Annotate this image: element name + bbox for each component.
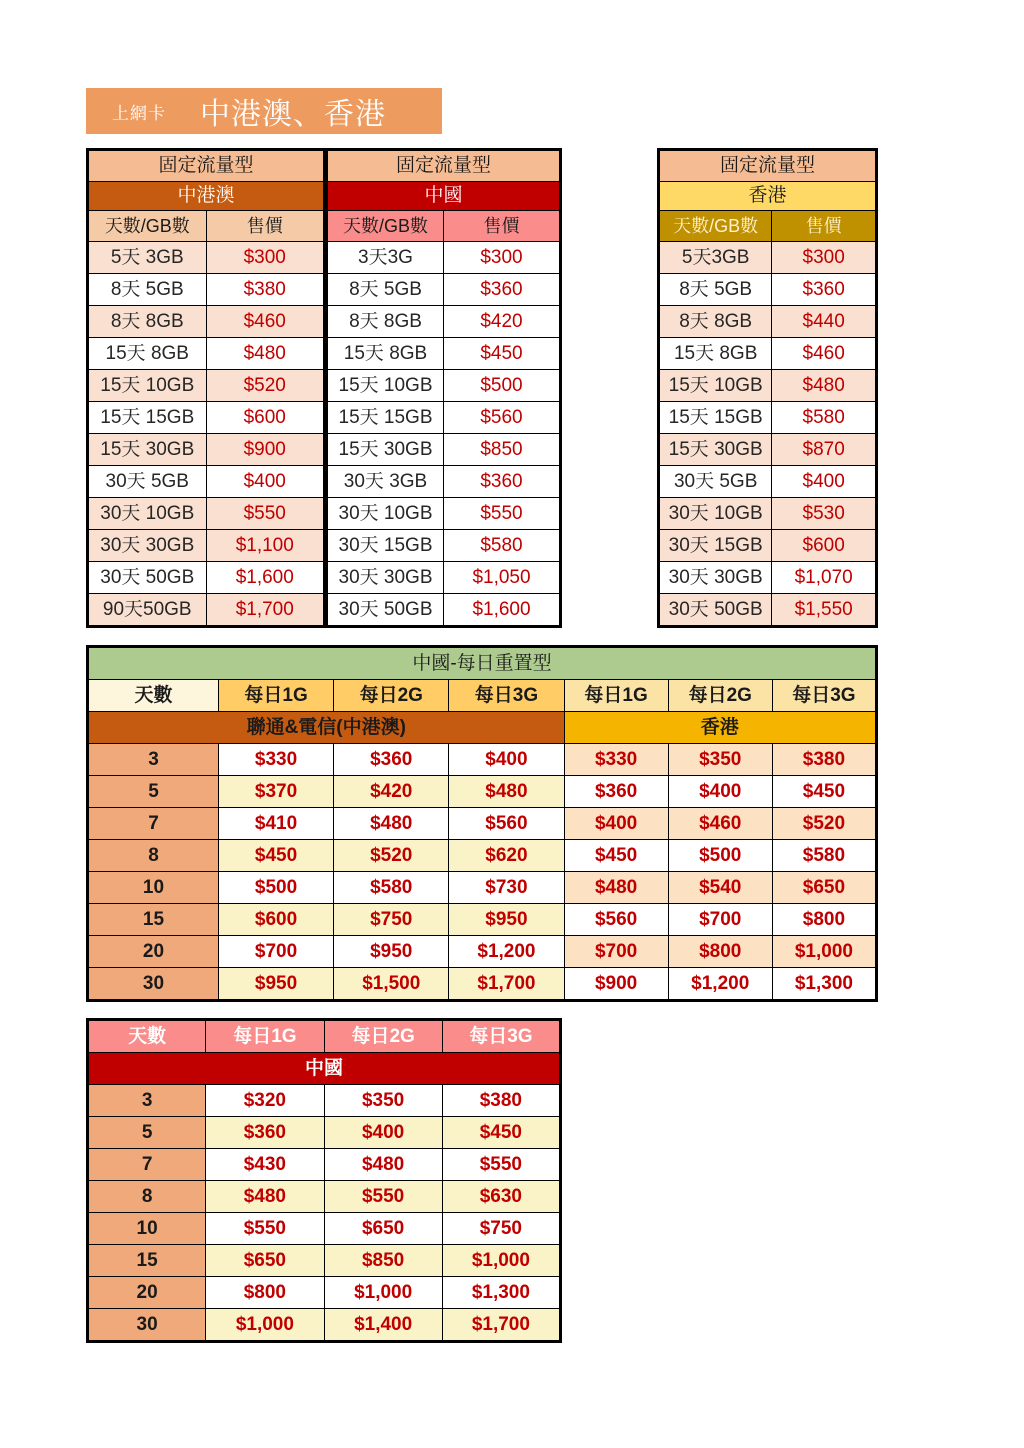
table-row [88, 338, 325, 370]
cell-price: $800 [206, 1277, 324, 1309]
cell-days: 30天 15GB [327, 530, 444, 562]
cell-price: $330 [218, 744, 333, 776]
table-row [88, 968, 877, 1001]
cell-price: $550 [206, 1213, 324, 1245]
table-row [88, 466, 325, 498]
table-row [88, 744, 877, 776]
cell-price: $300 [772, 242, 877, 274]
region-band-cgm: 中港澳 [88, 182, 325, 211]
col-header-2g: 每日2G [324, 1020, 442, 1053]
cell-days: 15天 8GB [327, 338, 444, 370]
cell-price: $350 [668, 744, 772, 776]
cell-price: $850 [444, 434, 561, 466]
cell-price: $450 [218, 840, 333, 872]
cell-price: $360 [564, 776, 668, 808]
cell-days: 15天 15GB [327, 402, 444, 434]
cell-price: $330 [564, 744, 668, 776]
cell-price: $900 [206, 434, 325, 466]
table-row [659, 242, 877, 274]
page-title: 中港澳、香港 [200, 98, 386, 131]
cell-price: $700 [218, 936, 333, 968]
col-header-1g: 每日1G [206, 1020, 324, 1053]
cell-days: 15天 8GB [659, 338, 772, 370]
daily-reset-china-table [86, 1018, 562, 1343]
cell-days: 8天 8GB [327, 306, 444, 338]
cell-days: 15 [88, 1245, 206, 1277]
cell-price: $950 [218, 968, 333, 1001]
table-row [88, 530, 325, 562]
cell-price: $1,300 [442, 1277, 560, 1309]
daily-title-row [88, 647, 877, 680]
cell-price: $1,000 [442, 1245, 560, 1277]
table-row [88, 1245, 561, 1277]
cell-days: 30天 5GB [88, 466, 207, 498]
cell-price: $1,200 [668, 968, 772, 1001]
table-row [327, 434, 561, 466]
cell-price: $580 [772, 840, 876, 872]
cell-price: $480 [206, 338, 325, 370]
daily-reset-table [86, 645, 878, 1002]
table-row [659, 306, 877, 338]
cell-price: $600 [772, 530, 877, 562]
table-row [88, 370, 325, 402]
cell-days: 30天 3GB [327, 466, 444, 498]
cell-price: $400 [772, 466, 877, 498]
cell-days: 20 [88, 1277, 206, 1309]
cell-price: $560 [444, 402, 561, 434]
cell-price: $650 [772, 872, 876, 904]
cell-price: $580 [772, 402, 877, 434]
cell-price: $1,500 [334, 968, 449, 1001]
cell-price: $620 [449, 840, 564, 872]
cell-price: $1,700 [449, 968, 564, 1001]
daily-table-title: 中國-每日重置型 [88, 647, 877, 680]
table-row [88, 242, 325, 274]
col-header-price: 售價 [206, 211, 325, 242]
cell-days: 15天 8GB [88, 338, 207, 370]
cell-price: $360 [444, 466, 561, 498]
table-row [327, 306, 561, 338]
cell-price: $400 [449, 744, 564, 776]
cell-price: $870 [772, 434, 877, 466]
cell-days: 7 [88, 808, 219, 840]
col-header-days: 天數/GB數 [659, 211, 772, 242]
table-row [659, 530, 877, 562]
daily-band-row [88, 712, 877, 744]
table-row [327, 594, 561, 627]
table-caption: 固定流量型 [327, 150, 561, 182]
cell-price: $550 [442, 1149, 560, 1181]
table-row [88, 1085, 561, 1117]
table-header-row [327, 211, 561, 242]
cell-price: $850 [324, 1245, 442, 1277]
cell-price: $1,600 [206, 562, 325, 594]
cell-days: 30天 50GB [659, 594, 772, 627]
cell-price: $730 [449, 872, 564, 904]
cell-price: $950 [334, 936, 449, 968]
table-header-row [659, 211, 877, 242]
cell-days: 20 [88, 936, 219, 968]
table-row [88, 562, 325, 594]
cell-days: 30 [88, 1309, 206, 1342]
table-row [327, 466, 561, 498]
cell-days: 5天 3GB [88, 242, 207, 274]
table-row [327, 562, 561, 594]
cell-days: 8天 8GB [659, 306, 772, 338]
table-row [327, 402, 561, 434]
cell-price: $800 [668, 936, 772, 968]
cell-price: $360 [334, 744, 449, 776]
cell-price: $540 [668, 872, 772, 904]
cell-price: $500 [218, 872, 333, 904]
cell-price: $550 [444, 498, 561, 530]
cell-days: 15天 15GB [88, 402, 207, 434]
cell-price: $300 [206, 242, 325, 274]
cell-price: $1,200 [449, 936, 564, 968]
table-row [88, 498, 325, 530]
cell-price: $360 [772, 274, 877, 306]
fixed-plan-table-hk [657, 148, 878, 628]
cell-price: $460 [206, 306, 325, 338]
cell-price: $500 [444, 370, 561, 402]
cell-price: $480 [564, 872, 668, 904]
cell-price: $440 [772, 306, 877, 338]
cell-price: $600 [218, 904, 333, 936]
cell-price: $900 [564, 968, 668, 1001]
cell-days: 5 [88, 1117, 206, 1149]
cell-days: 10 [88, 1213, 206, 1245]
cell-days: 8天 8GB [88, 306, 207, 338]
table-row [659, 466, 877, 498]
cell-days: 15天 30GB [88, 434, 207, 466]
cell-price: $400 [564, 808, 668, 840]
cell-price: $950 [449, 904, 564, 936]
cell-price: $300 [444, 242, 561, 274]
cell-days: 30天 30GB [659, 562, 772, 594]
table-row [327, 498, 561, 530]
col-header-3g: 每日3G [442, 1020, 560, 1053]
col-header-right-2g: 每日2G [668, 680, 772, 712]
cell-price: $700 [564, 936, 668, 968]
table-row [327, 338, 561, 370]
table-row [659, 434, 877, 466]
col-header-days: 天數/GB數 [88, 211, 207, 242]
cell-days: 8 [88, 1181, 206, 1213]
table-row [88, 1213, 561, 1245]
cell-price: $450 [564, 840, 668, 872]
banner-kicker: 上網卡 [112, 103, 166, 123]
cell-price: $750 [334, 904, 449, 936]
cell-price: $400 [206, 466, 325, 498]
table-band-row [327, 182, 561, 211]
cell-days: 3 [88, 744, 219, 776]
cell-days: 15天 30GB [659, 434, 772, 466]
table-row [659, 402, 877, 434]
cell-price: $410 [218, 808, 333, 840]
cell-price: $460 [668, 808, 772, 840]
cell-price: $650 [206, 1245, 324, 1277]
table-caption-row [327, 150, 561, 182]
table-row [88, 1117, 561, 1149]
cell-days: 8 [88, 840, 219, 872]
cell-price: $520 [772, 808, 876, 840]
cell-price: $350 [324, 1085, 442, 1117]
cell-price: $420 [334, 776, 449, 808]
table-row [88, 402, 325, 434]
cell-price: $450 [442, 1117, 560, 1149]
table-row [327, 370, 561, 402]
table-row [659, 562, 877, 594]
cell-days: 5天3GB [659, 242, 772, 274]
cell-price: $1,700 [206, 594, 325, 627]
fixed-plan-table-cn [325, 148, 562, 628]
cell-days: 90天50GB [88, 594, 207, 627]
cell-price: $1,400 [324, 1309, 442, 1342]
table-row [88, 776, 877, 808]
cell-price: $460 [772, 338, 877, 370]
cell-days: 30天 10GB [327, 498, 444, 530]
cell-price: $450 [772, 776, 876, 808]
table-row [88, 936, 877, 968]
cell-price: $560 [449, 808, 564, 840]
cell-days: 7 [88, 1149, 206, 1181]
region-band-cn: 中國 [327, 182, 561, 211]
table-row [88, 434, 325, 466]
cell-days: 3天3G [327, 242, 444, 274]
cell-days: 8天 5GB [88, 274, 207, 306]
cell-price: $480 [449, 776, 564, 808]
daily-header-row [88, 680, 877, 712]
col-header-left-1g: 每日1G [218, 680, 333, 712]
cell-price: $630 [442, 1181, 560, 1213]
cell-price: $650 [324, 1213, 442, 1245]
cell-price: $1,070 [772, 562, 877, 594]
cell-price: $520 [334, 840, 449, 872]
cell-price: $580 [334, 872, 449, 904]
table-row [659, 370, 877, 402]
cell-days: 30天 15GB [659, 530, 772, 562]
cell-price: $1,100 [206, 530, 325, 562]
cell-price: $580 [444, 530, 561, 562]
table-row [88, 808, 877, 840]
table-row [88, 274, 325, 306]
cell-days: 5 [88, 776, 219, 808]
cell-price: $700 [668, 904, 772, 936]
cell-days: 30天 50GB [327, 594, 444, 627]
table-caption-row [88, 150, 325, 182]
cell-price: $380 [206, 274, 325, 306]
cell-days: 8天 5GB [327, 274, 444, 306]
cell-days: 15天 10GB [659, 370, 772, 402]
table-row [327, 242, 561, 274]
cell-price: $800 [772, 904, 876, 936]
table-row [88, 1149, 561, 1181]
cell-price: $1,550 [772, 594, 877, 627]
table-row [659, 274, 877, 306]
cell-days: 30天 30GB [327, 562, 444, 594]
table-row [88, 904, 877, 936]
col-header-days: 天數 [88, 680, 219, 712]
cell-days: 15天 15GB [659, 402, 772, 434]
region-band-hk: 香港 [659, 182, 877, 211]
cell-price: $360 [444, 274, 561, 306]
cell-price: $480 [334, 808, 449, 840]
cell-price: $1,000 [206, 1309, 324, 1342]
table-band-row [88, 182, 325, 211]
cell-price: $370 [218, 776, 333, 808]
cell-price: $1,600 [444, 594, 561, 627]
cell-days: 30天 10GB [88, 498, 207, 530]
cell-price: $500 [668, 840, 772, 872]
carrier-band-cgm: 聯通&電信(中港澳) [88, 712, 565, 744]
cell-price: $560 [564, 904, 668, 936]
table-row [88, 1309, 561, 1342]
table-caption-row [659, 150, 877, 182]
col-header-left-2g: 每日2G [334, 680, 449, 712]
cell-price: $400 [668, 776, 772, 808]
table-row [88, 1181, 561, 1213]
col-header-right-1g: 每日1G [564, 680, 668, 712]
table-row [88, 1277, 561, 1309]
col-header-days: 天數 [88, 1020, 206, 1053]
cell-days: 3 [88, 1085, 206, 1117]
table-caption: 固定流量型 [88, 150, 325, 182]
cell-price: $430 [206, 1149, 324, 1181]
cell-days: 30 [88, 968, 219, 1001]
cell-days: 30天 10GB [659, 498, 772, 530]
cell-price: $1,300 [772, 968, 876, 1001]
cell-days: 8天 5GB [659, 274, 772, 306]
table-row [88, 306, 325, 338]
cell-days: 15天 10GB [327, 370, 444, 402]
cell-days: 30天 50GB [88, 562, 207, 594]
cell-days: 30天 5GB [659, 466, 772, 498]
table-row [327, 274, 561, 306]
col-header-days: 天數/GB數 [327, 211, 444, 242]
cell-price: $520 [206, 370, 325, 402]
daily-band-row [88, 1053, 561, 1085]
page-title-banner [86, 88, 442, 134]
cell-days: 10 [88, 872, 219, 904]
table-row [88, 594, 325, 627]
cell-days: 15天 30GB [327, 434, 444, 466]
col-header-price: 售價 [772, 211, 877, 242]
table-row [327, 530, 561, 562]
cell-price: $480 [206, 1181, 324, 1213]
cell-price: $400 [324, 1117, 442, 1149]
cell-price: $750 [442, 1213, 560, 1245]
cell-price: $420 [444, 306, 561, 338]
table-row [88, 872, 877, 904]
cell-price: $1,000 [324, 1277, 442, 1309]
cell-price: $450 [444, 338, 561, 370]
cell-price: $550 [324, 1181, 442, 1213]
col-header-left-3g: 每日3G [449, 680, 564, 712]
cell-price: $480 [324, 1149, 442, 1181]
cell-price: $530 [772, 498, 877, 530]
cell-price: $1,050 [444, 562, 561, 594]
col-header-price: 售價 [444, 211, 561, 242]
carrier-band-hk: 香港 [564, 712, 876, 744]
cell-price: $320 [206, 1085, 324, 1117]
region-band-cn: 中國 [88, 1053, 561, 1085]
table-caption: 固定流量型 [659, 150, 877, 182]
cell-days: 30天 30GB [88, 530, 207, 562]
cell-price: $600 [206, 402, 325, 434]
table-row [88, 840, 877, 872]
table-row [659, 498, 877, 530]
cell-price: $380 [442, 1085, 560, 1117]
cell-days: 15天 10GB [88, 370, 207, 402]
table-row [659, 594, 877, 627]
cell-days: 15 [88, 904, 219, 936]
cell-price: $1,700 [442, 1309, 560, 1342]
cell-price: $360 [206, 1117, 324, 1149]
cell-price: $380 [772, 744, 876, 776]
table-header-row [88, 211, 325, 242]
table-row [659, 338, 877, 370]
fixed-plan-table-cgm [86, 148, 326, 628]
cell-price: $1,000 [772, 936, 876, 968]
cell-price: $480 [772, 370, 877, 402]
col-header-right-3g: 每日3G [772, 680, 876, 712]
daily-header-row [88, 1020, 561, 1053]
table-band-row [659, 182, 877, 211]
cell-price: $550 [206, 498, 325, 530]
